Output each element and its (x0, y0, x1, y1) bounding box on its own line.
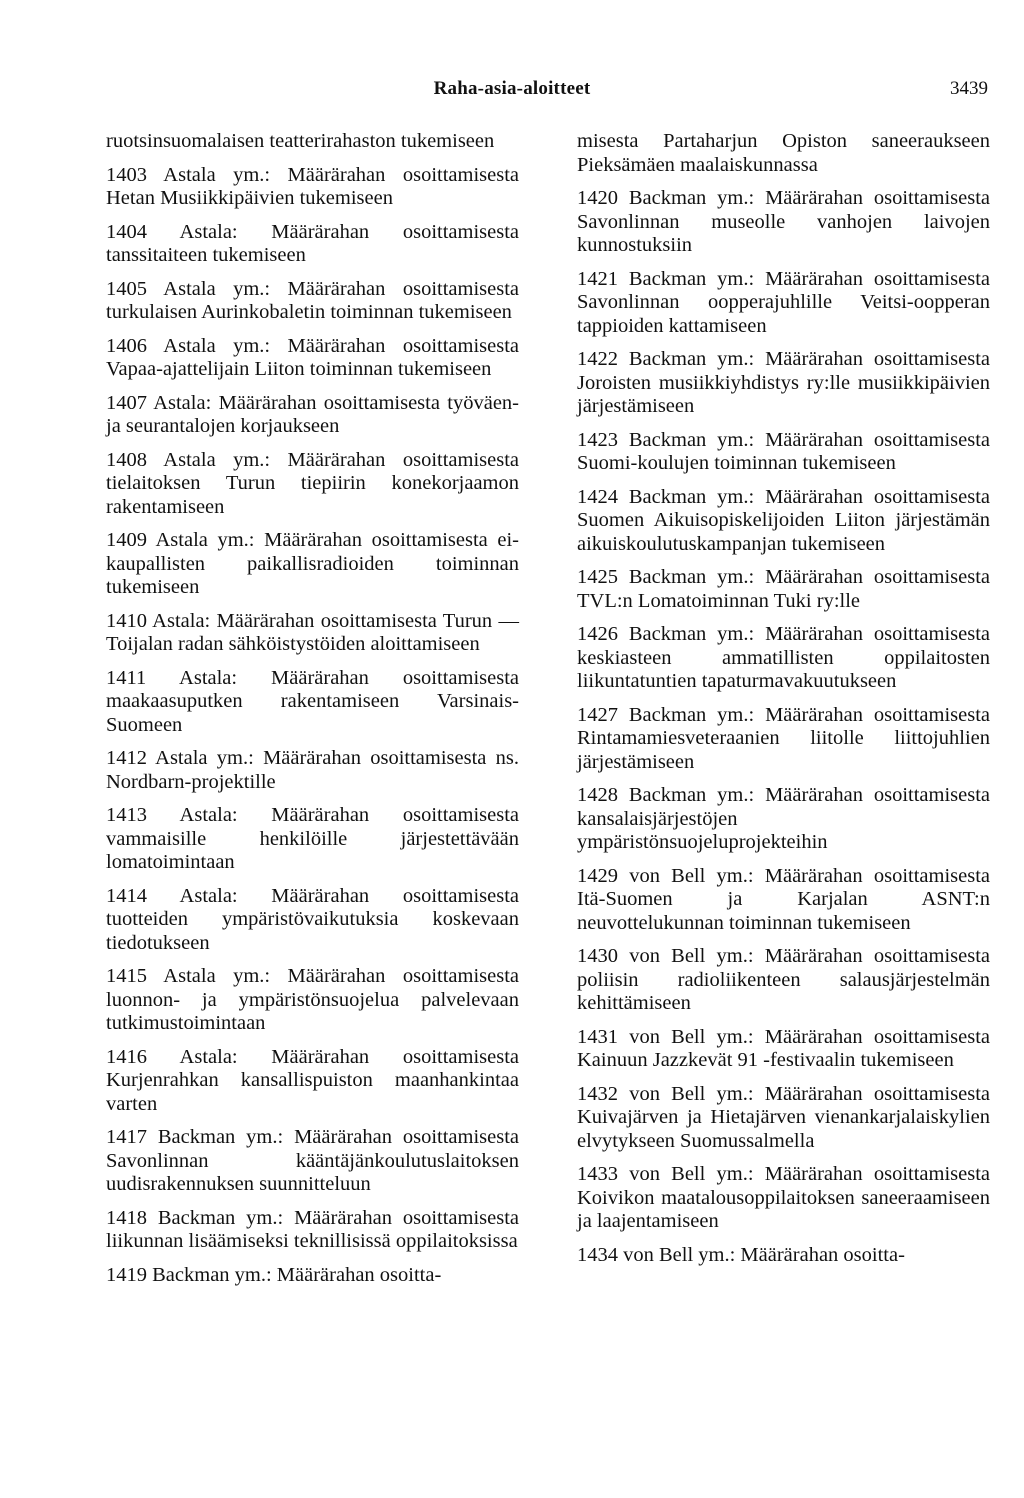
list-entry: 1417 Backman ym.: Määrärahan osoittamisesta Savonlinnan kääntäjänkoulutuslaitoksen uudisrakennuksen suunnitteluun (106, 1126, 519, 1195)
list-entry: 1427 Backman ym.: Määrärahan osoittamisesta Rintamamiesveteraanien liitolle liittojuhlien järjestämiseen (577, 703, 990, 773)
list-entry: 1421 Backman ym.: Määrärahan osoittamisesta Savonlinnan oopperajuhlille Veitsi-oopperan tappioiden kattamiseen (577, 267, 990, 337)
right-column (577, 130, 990, 1267)
list-entry: 1411 Astala: Määrärahan osoittamisesta maakaasuputken rakentamiseen Varsinais-Suomeen (106, 666, 519, 736)
list-entry: 1428 Backman ym.: Määrärahan osoittamisesta kansalaisjärjestöjen ympäristönsuojeluprojekteihin (577, 784, 990, 853)
list-entry: 1406 Astala ym.: Määrärahan osoittamisesta Vapaa-ajattelijain Liiton toiminnan tukemiseen (106, 334, 519, 380)
list-entry: 1429 von Bell ym.: Määrärahan osoittamisesta Itä-Suomen ja Karjalan ASNT:n neuvottelukunnan toiminnan tukemiseen (577, 864, 990, 934)
list-entry: 1418 Backman ym.: Määrärahan osoittamisesta liikunnan lisäämiseksi teknillisissä oppilaitoksissa (106, 1206, 519, 1252)
list-entry: 1426 Backman ym.: Määrärahan osoittamisesta keskiasteen ammatillisten oppilaitosten liikuntatuntien tapaturmavakuutukseen (577, 623, 990, 692)
list-entry: misesta Partaharjun Opiston saneeraukseen Pieksämäen maalaiskunnassa (577, 130, 990, 176)
list-entry: 1432 von Bell ym.: Määrärahan osoittamisesta Kuivajärven ja Hietajärven vienankarjalaiskylien elvytykseen Suomussalmella (577, 1082, 990, 1152)
list-entry: 1423 Backman ym.: Määrärahan osoittamisesta Suomi-koulujen toiminnan tukemiseen (577, 428, 990, 474)
list-entry: 1414 Astala: Määrärahan osoittamisesta tuotteiden ympäristövaikutuksia koskevaan tiedotukseen (106, 884, 519, 954)
list-entry: 1433 von Bell ym.: Määrärahan osoittamisesta Koivikon maatalousoppilaitoksen saneeraamiseen ja laajentamiseen (577, 1163, 990, 1232)
list-entry: 1403 Astala ym.: Määrärahan osoittamisesta Hetan Musiikkipäivien tukemiseen (106, 163, 519, 209)
list-entry: 1419 Backman ym.: Määrärahan osoitta- (106, 1263, 442, 1286)
list-entry: 1434 von Bell ym.: Määrärahan osoitta- (577, 1243, 905, 1266)
list-entry: 1412 Astala ym.: Määrärahan osoittamisesta ns. Nordbarn-projektille (106, 747, 519, 793)
list-entry: 1425 Backman ym.: Määrärahan osoittamisesta TVL:n Lomatoiminnan Tuki ry:lle (577, 566, 990, 612)
list-entry: 1410 Astala: Määrärahan osoittamisesta Turun — Toijalan radan sähköistystöiden aloittamiseen (106, 609, 519, 655)
list-entry: 1404 Astala: Määrärahan osoittamisesta tanssitaiteen tukemiseen (106, 220, 519, 266)
list-entry: ruotsinsuomalaisen teatterirahaston tukemiseen (106, 130, 495, 152)
list-entry: 1416 Astala: Määrärahan osoittamisesta Kurjenrahkan kansallispuiston maanhankintaa varten (106, 1045, 519, 1115)
list-entry: 1408 Astala ym.: Määrärahan osoittamisesta tielaitoksen Turun tiepiirin konekorjaamon rakentamiseen (106, 448, 519, 518)
list-entry: 1415 Astala ym.: Määrärahan osoittamisesta luonnon- ja ympäristönsuojelua palvelevaan tutkimustoimintaan (106, 965, 519, 1034)
list-entry: 1409 Astala ym.: Määrärahan osoittamisesta ei-kaupallisten paikallisradioiden toiminnan tukemiseen (106, 529, 519, 598)
list-entry: 1431 von Bell ym.: Määrärahan osoittamisesta Kainuun Jazzkevät 91 -festivaalin tukemiseen (577, 1025, 990, 1071)
page-number: 3439 (950, 78, 988, 99)
list-entry: 1407 Astala: Määrärahan osoittamisesta työväen- ja seurantalojen korjaukseen (106, 391, 519, 437)
left-column (106, 130, 519, 1287)
list-entry: 1405 Astala ym.: Määrärahan osoittamisesta turkulaisen Aurinkobaletin toiminnan tukemiseen (106, 277, 519, 323)
list-entry: 1422 Backman ym.: Määrärahan osoittamisesta Joroisten musiikkiyhdistys ry:lle musiikkipäivien järjestämiseen (577, 348, 990, 417)
page-header-title: Raha-asia-aloitteet (433, 78, 591, 99)
list-entry: 1420 Backman ym.: Määrärahan osoittamisesta Savonlinnan museolle vanhojen laivojen kunnostuksiin (577, 187, 990, 256)
list-entry: 1430 von Bell ym.: Määrärahan osoittamisesta poliisin radioliikenteen salausjärjestelmän kehittämiseen (577, 945, 990, 1014)
list-entry: 1424 Backman ym.: Määrärahan osoittamisesta Suomen Aikuisopiskelijoiden Liiton järjestämän aikuiskoulutuskampanjan tukemiseen (577, 485, 990, 555)
list-entry: 1413 Astala: Määrärahan osoittamisesta vammaisille henkilöille järjestettävään lomatoimintaan (106, 804, 519, 873)
